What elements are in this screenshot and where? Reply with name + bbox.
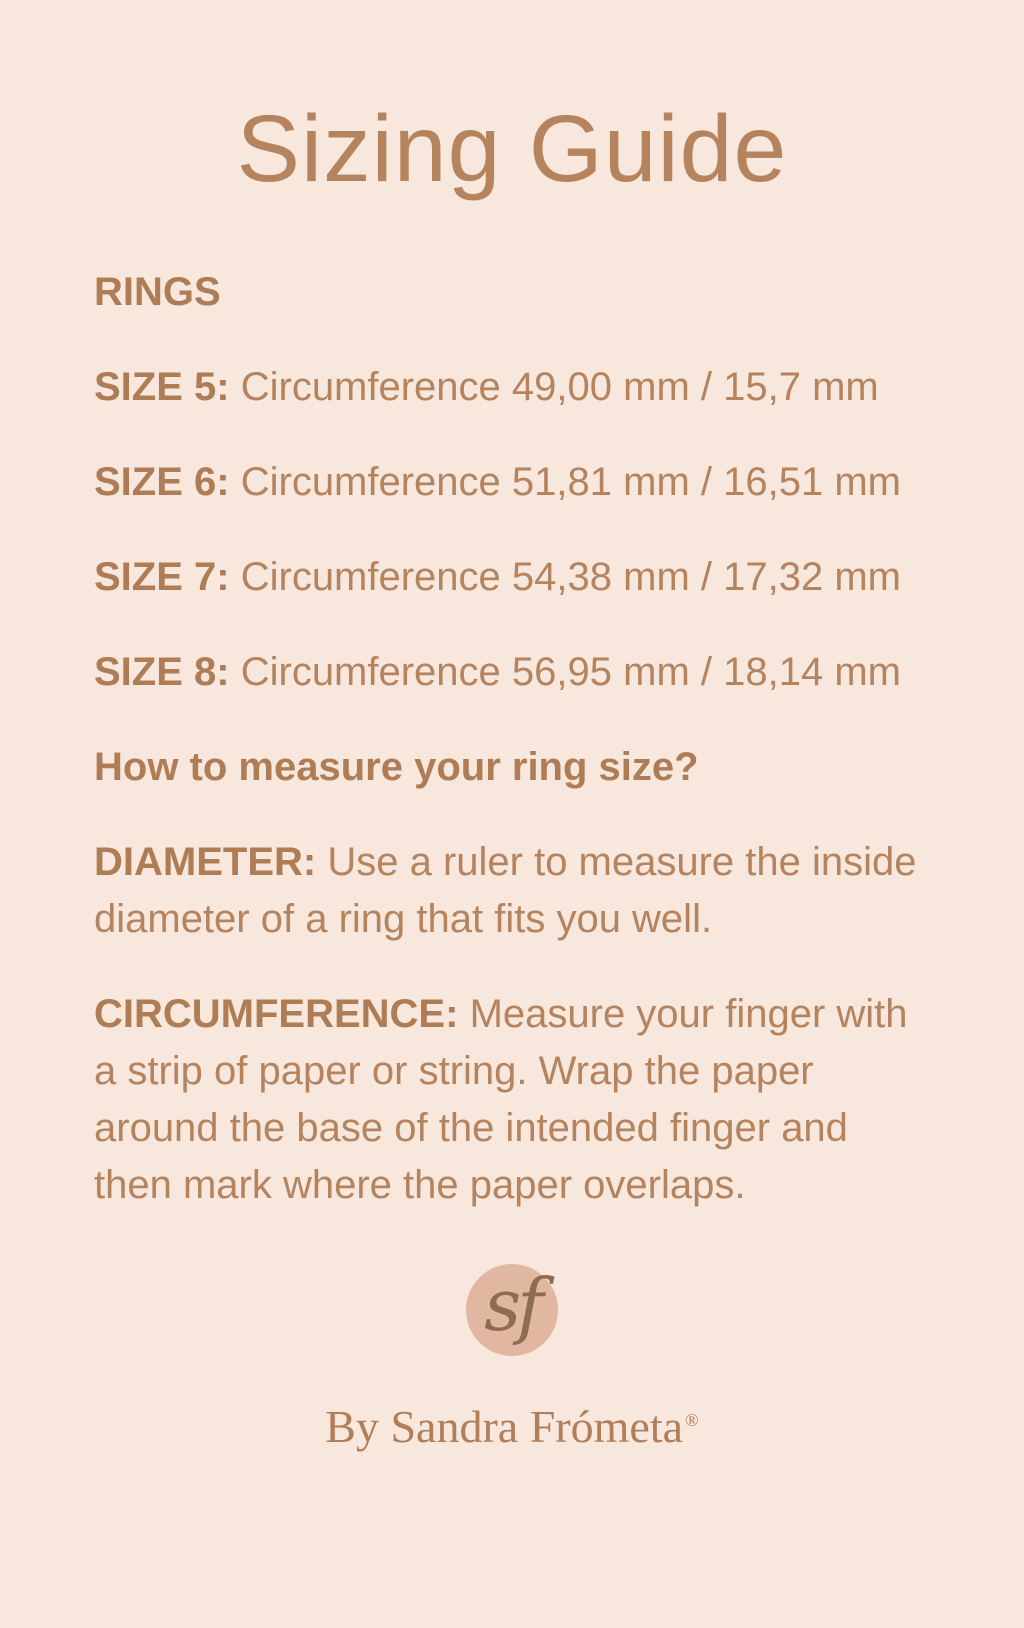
diameter-text: Use a ruler to measure the inside diameter of a ring that fits you well.	[94, 840, 917, 941]
content	[94, 264, 930, 1214]
sf-monogram-icon: sf	[484, 1262, 540, 1347]
size-row-5	[94, 359, 930, 416]
circumference-label: CIRCUMFERENCE:	[94, 992, 459, 1036]
size-7-value: Circumference 54,38 mm / 17,32 mm	[240, 555, 901, 599]
instruction-circumference	[94, 986, 930, 1214]
brand-logo-circle	[466, 1264, 558, 1356]
diameter-label: DIAMETER:	[94, 840, 317, 884]
size-8-value: Circumference 56,95 mm / 18,14 mm	[240, 650, 901, 694]
circumference-text: Measure your finger with a strip of paper or string. Wrap the paper around the base of the intended finger and then mark where the paper overlaps.	[94, 992, 908, 1207]
section-heading-rings: RINGS	[94, 270, 221, 314]
size-6-label: SIZE 6:	[94, 460, 230, 504]
size-5-label: SIZE 5:	[94, 365, 230, 409]
brand-name: By Sandra Frómeta	[325, 1401, 684, 1452]
size-6-value: Circumference 51,81 mm / 16,51 mm	[240, 460, 901, 504]
size-5-value: Circumference 49,00 mm / 15,7 mm	[240, 365, 879, 409]
size-row-7	[94, 549, 930, 606]
size-row-8	[94, 644, 930, 701]
instruction-diameter	[94, 834, 930, 948]
how-to-heading: How to measure your ring size?	[94, 745, 699, 789]
size-row-6	[94, 454, 930, 511]
sizing-guide-page	[0, 92, 1024, 1628]
brand-footer	[94, 1400, 930, 1453]
size-8-label: SIZE 8:	[94, 650, 230, 694]
registered-mark: ®	[685, 1409, 699, 1430]
size-7-label: SIZE 7:	[94, 555, 230, 599]
page-title: Sizing Guide	[236, 96, 788, 202]
